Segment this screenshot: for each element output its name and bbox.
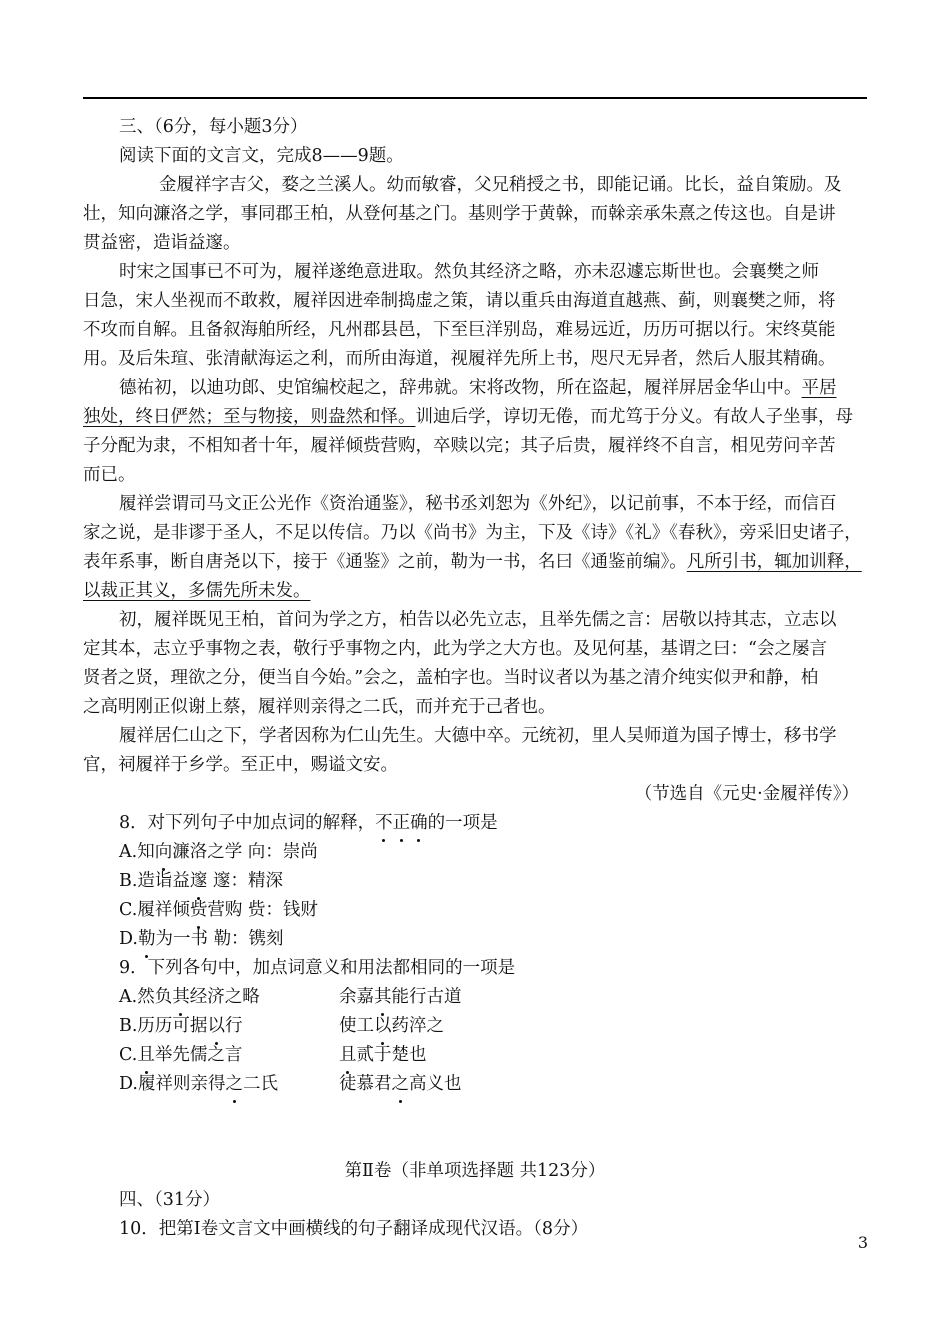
passage-p4-line: 履祥尝谓司马文正公光作《资治通鉴》，秘书丞刘恕为《外纪》，以记前事，不本于经，而信百 xyxy=(119,494,837,514)
option-right xyxy=(339,1070,462,1099)
part2-title: 第Ⅱ卷（非单项选择题 共123分） xyxy=(344,1161,606,1181)
dotted-char: 正 xyxy=(393,809,411,838)
option-text: D.履祥则亲得 xyxy=(119,1074,226,1094)
underlined-sentence-2-cont: 以裁正其义，多儒先所未发。 xyxy=(83,581,311,601)
dotted-char: 向 xyxy=(155,838,173,867)
passage-p2-line: 用。及后朱瑄、张清献海运之利，而所由海道，视履祥先所上书，咫尺无异者，然后人服其精确。 xyxy=(83,349,836,369)
option-text: 营购 xyxy=(207,900,243,920)
option-left xyxy=(119,1041,339,1070)
dotted-char: 以 xyxy=(207,1012,225,1041)
dotted-char: 以 xyxy=(374,1012,392,1041)
option-left xyxy=(119,1070,339,1099)
option-text: 使工 xyxy=(339,1016,374,1036)
question-9-stem: 9．下列各句中，加点词意义和用法都相同的一项是 xyxy=(119,958,516,978)
passage-source: （节选自《元史·金履祥传》） xyxy=(634,784,859,804)
q9-option-d xyxy=(83,1070,867,1099)
option-text: C. xyxy=(119,1045,138,1065)
option-text: 余嘉 xyxy=(339,987,374,1007)
passage-p1-line: 金履祥字吉父，婺之兰溪人。幼而敏睿，父兄稍授之书，即能记诵。比长，益自策励。及 xyxy=(159,175,842,195)
dotted-char: 确 xyxy=(410,809,428,838)
dotted-char: 且 xyxy=(339,1041,357,1070)
option-text: C.履祥倾 xyxy=(119,900,190,920)
passage-p4-line: 家之说，是非谬于圣人，不足以传信。乃以《尚书》为主，下及《诗》《礼》《春秋》，旁采旧史诸子， xyxy=(83,523,862,543)
option-text: 濂洛之学 xyxy=(172,842,243,862)
passage-p4-line xyxy=(83,577,867,606)
passage-p2-line: 日急，宋人坐视而不敢救，履祥因进牵制捣虚之策，请以重兵由海道直越燕、蓟，则襄樊之师，将 xyxy=(83,291,836,311)
option-text: 经济之略 xyxy=(189,987,260,1007)
document-body xyxy=(83,113,867,1244)
option-left xyxy=(119,983,339,1012)
passage xyxy=(83,171,867,809)
dotted-char: 邃 xyxy=(190,867,208,896)
option-text: 贰于楚也 xyxy=(356,1045,427,1065)
q9-option-b xyxy=(83,1012,867,1041)
passage-p5-line: 定其本，志立乎事物之表，敬行乎事物之内，此为学之大方也。及见何基，基谓之曰：“会之屡言 xyxy=(83,639,827,659)
question-8-stem xyxy=(83,809,867,838)
passage-p2-line: 时宋之国事已不可为，履祥遂绝意进取。然负其经济之略，亦未忍遽忘斯世也。会襄樊之师 xyxy=(119,262,819,282)
passage-p3-line xyxy=(83,374,867,403)
q8-option-c xyxy=(83,896,867,925)
option-right xyxy=(339,1041,427,1070)
q8-option-b xyxy=(83,867,867,896)
dotted-char: 之 xyxy=(225,1070,243,1099)
option-right xyxy=(339,1012,444,1041)
passage-p3-line: 而已。 xyxy=(83,465,136,485)
dotted-char: 其 xyxy=(172,983,190,1012)
spacer xyxy=(83,1099,867,1157)
q8-option-a xyxy=(83,838,867,867)
underlined-sentence-1-cont: 独处，终日俨然；至与物接，则盎然和怿。 xyxy=(83,407,416,427)
option-text: D. xyxy=(119,929,138,949)
page-number: 3 xyxy=(857,1233,868,1252)
option-text: 二氏 xyxy=(242,1074,278,1094)
q9-option-c xyxy=(83,1041,867,1070)
stem-text: 的一项是 xyxy=(427,813,498,833)
passage-p3-line: 子分配为隶，不相知者十年，履祥倾赀营购，卒赎以完；其子后贵，履祥终不自言，相见劳问辛苦 xyxy=(83,436,836,456)
option-text: 高义也 xyxy=(409,1074,462,1094)
option-gloss: 勒：镌刻 xyxy=(213,929,284,949)
option-text: 行 xyxy=(224,1016,243,1036)
option-text: 为一书 xyxy=(155,929,208,949)
passage-p4-line xyxy=(83,548,867,577)
option-gloss: 邃：精深 xyxy=(213,871,284,891)
passage-p6-line: 履祥居仁山之下，学者因称为仁山先生。大德中卒。元统初，里人吴师道为国子博士，移书学 xyxy=(119,726,837,746)
option-text: A.知 xyxy=(119,842,155,862)
dotted-char: 且 xyxy=(137,1041,155,1070)
passage-p5-line: 贤者之贤，理欲之分，便当自今始。”会之，盖柏字也。当时议者以为基之清介纯实似尹和静，柏 xyxy=(83,668,819,688)
option-right xyxy=(339,983,462,1012)
dotted-char: 不 xyxy=(375,809,393,838)
section3-instruction: 阅读下面的文言文，完成8——9题。 xyxy=(119,146,404,166)
option-text: 能行古道 xyxy=(391,987,462,1007)
dotted-char: 勒 xyxy=(138,925,156,954)
option-gloss: 赀：钱财 xyxy=(247,900,318,920)
passage-p5-line: 初，履祥既见王柏，首问为学之方，柏告以必先立志，且举先儒之言：居敬以持其志，立志以 xyxy=(119,610,837,630)
section3-header: 三、（6分，每小题3分） xyxy=(119,117,308,137)
dotted-char: 赀 xyxy=(190,896,208,925)
question-10: 10．把第Ⅰ卷文言文中画横线的句子翻译成现代汉语。（8分） xyxy=(119,1219,589,1239)
option-gloss: 向：崇尚 xyxy=(247,842,318,862)
top-rule xyxy=(83,97,867,99)
dotted-char: 其 xyxy=(374,983,392,1012)
passage-p3-line xyxy=(83,403,867,432)
option-left xyxy=(119,1012,339,1041)
underlined-sentence-1: 平居 xyxy=(801,378,837,398)
q9-option-a xyxy=(83,983,867,1012)
passage-p5-line: 之高明刚正似谢上蔡，履祥则亲得之二氏，而并充于己者也。 xyxy=(83,697,556,717)
passage-p6-line: 官，祠履祥于乡学。至正中，赐谥文安。 xyxy=(83,755,398,775)
q8-option-d xyxy=(83,925,867,954)
passage-text: 训迪后学，谆切无倦，而尤笃于分义。有故人子坐事，母 xyxy=(415,407,853,427)
section4-header: 四、（31分） xyxy=(119,1190,221,1210)
option-text: B.造诣益 xyxy=(119,871,190,891)
option-text: 药淬之 xyxy=(391,1016,444,1036)
passage-text: 表年系事，断自唐尧以下，接于《通鉴》之前，勒为一书，名曰《通鉴前编》。 xyxy=(83,552,687,572)
dotted-char: 之 xyxy=(392,1070,410,1099)
passage-p2-line: 不攻而自解。且备叙海舶所经，凡州郡县邑，下至巨洋别岛，难易远近，历历可据以行。宋终莫能 xyxy=(83,320,836,340)
passage-p1-line: 壮，知向濂洛之学，事同郡王柏，从登何基之门。基则学于黄榦，而榦亲承朱熹之传这也。自是讲 xyxy=(83,204,836,224)
option-text: A.然负 xyxy=(119,987,173,1007)
option-text: B.历历可据 xyxy=(119,1016,208,1036)
option-text: 徒慕君 xyxy=(339,1074,392,1094)
underlined-sentence-2: 凡所引书，辄加训释， xyxy=(686,552,862,572)
stem-text: 8．对下列句子中加点词的解释， xyxy=(119,813,376,833)
passage-p1-line: 贯益密，造诣益邃。 xyxy=(83,233,241,253)
option-text: 举先儒之言 xyxy=(154,1045,243,1065)
passage-text: 德祐初，以迪功郎、史馆编校起之，辞弗就。宋将改物，所在盗起，履祥屏居金华山中。 xyxy=(119,378,802,398)
